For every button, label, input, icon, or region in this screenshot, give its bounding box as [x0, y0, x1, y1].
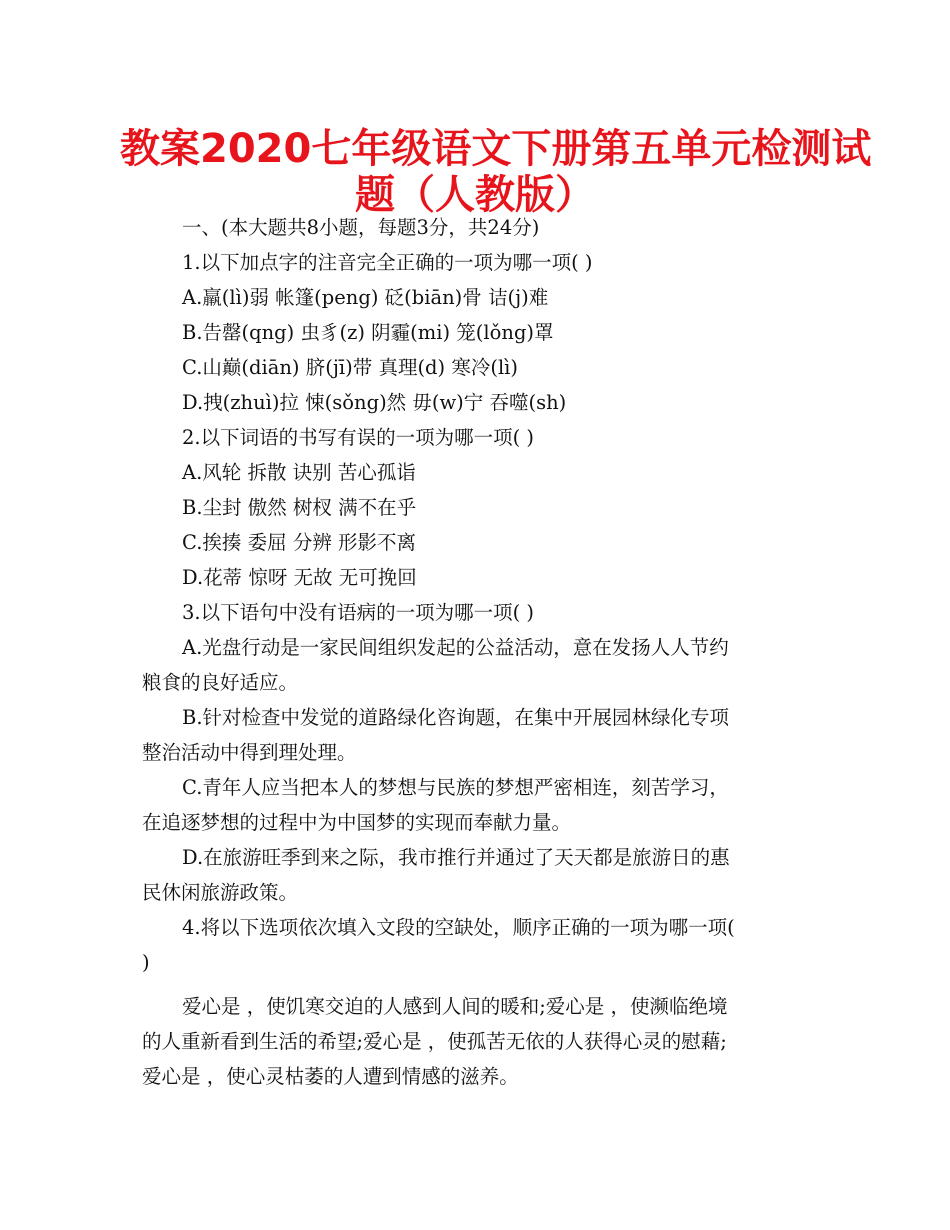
question-2-option-d: D.花蒂 惊呀 无故 无可挽回 [182, 566, 417, 589]
question-2-option-c: C.挨揍 委屈 分辨 形影不离 [182, 531, 417, 554]
question-1-stem: 1.以下加点字的注音完全正确的一项为哪一项( ) [182, 251, 593, 274]
question-3-option-b-continued: 整治活动中得到理处理。 [142, 741, 357, 764]
question-4-passage-line-2: 的人重新看到生活的希望;爱心是 ，使孤苦无依的人获得心灵的慰藉; [142, 1030, 727, 1053]
question-3-option-a: A.光盘行动是一家民间组织发起的公益活动，意在发扬人人节约 [182, 636, 729, 659]
question-2-stem: 2.以下词语的书写有误的一项为哪一项( ) [182, 426, 535, 449]
paragraph-gap [142, 980, 812, 989]
question-2-option-a: A.风轮 拆散 诀别 苦心孤诣 [182, 461, 416, 484]
question-4-passage-line-1: 爱心是 ，使饥寒交迫的人感到人间的暖和;爱心是 ，使濒临绝境 [182, 995, 728, 1018]
question-1-option-c: C.山巅(diān) 脐(jī)带 真理(d) 寒冷(lì) [182, 356, 519, 379]
question-3-option-c: C.青年人应当把本人的梦想与民族的梦想严密相连，刻苦学习， [182, 776, 729, 799]
question-1-option-b: B.告罄(qng) 虫豸(z) 阴霾(mi) 笼(lǒng)罩 [182, 321, 554, 344]
question-2-option-b: B.尘封 傲然 树杈 满不在乎 [182, 496, 417, 519]
question-3-option-b: B.针对检查中发觉的道路绿化咨询题，在集中开展园林绿化专项 [182, 706, 730, 729]
question-3-option-c-continued: 在追逐梦想的过程中为中国梦的实现而奉献力量。 [142, 811, 572, 834]
question-3-stem: 3.以下语句中没有语病的一项为哪一项( ) [182, 601, 535, 624]
question-3-option-d: D.在旅游旺季到来之际，我市推行并通过了天天都是旅游日的惠 [182, 846, 730, 869]
document-title-line-1: 教案2020七年级语文下册第五单元检测试 [120, 126, 872, 172]
question-1-option-a: A.羸(lì)弱 帐篷(peng) 砭(biān)骨 诘(j)难 [182, 286, 549, 309]
section-heading: 一、(本大题共8小题，每题3分，共24分) [182, 216, 540, 239]
question-4-passage-line-3: 爱心是 ，使心灵枯萎的人遭到情感的滋养。 [142, 1065, 519, 1088]
question-4-stem-continued: ) [142, 951, 150, 974]
document-title-line-2: 题（人教版） [355, 172, 595, 218]
question-1-option-d: D.拽(zhuì)拉 悚(sǒng)然 毋(w)宁 吞噬(sh) [182, 391, 567, 414]
question-3-option-d-continued: 民休闲旅游政策。 [142, 881, 299, 904]
document-body [142, 210, 812, 1094]
question-3-option-a-continued: 粮食的良好适应。 [142, 671, 299, 694]
question-4-stem: 4.将以下选项依次填入文段的空缺处，顺序正确的一项为哪一项( [182, 916, 735, 939]
